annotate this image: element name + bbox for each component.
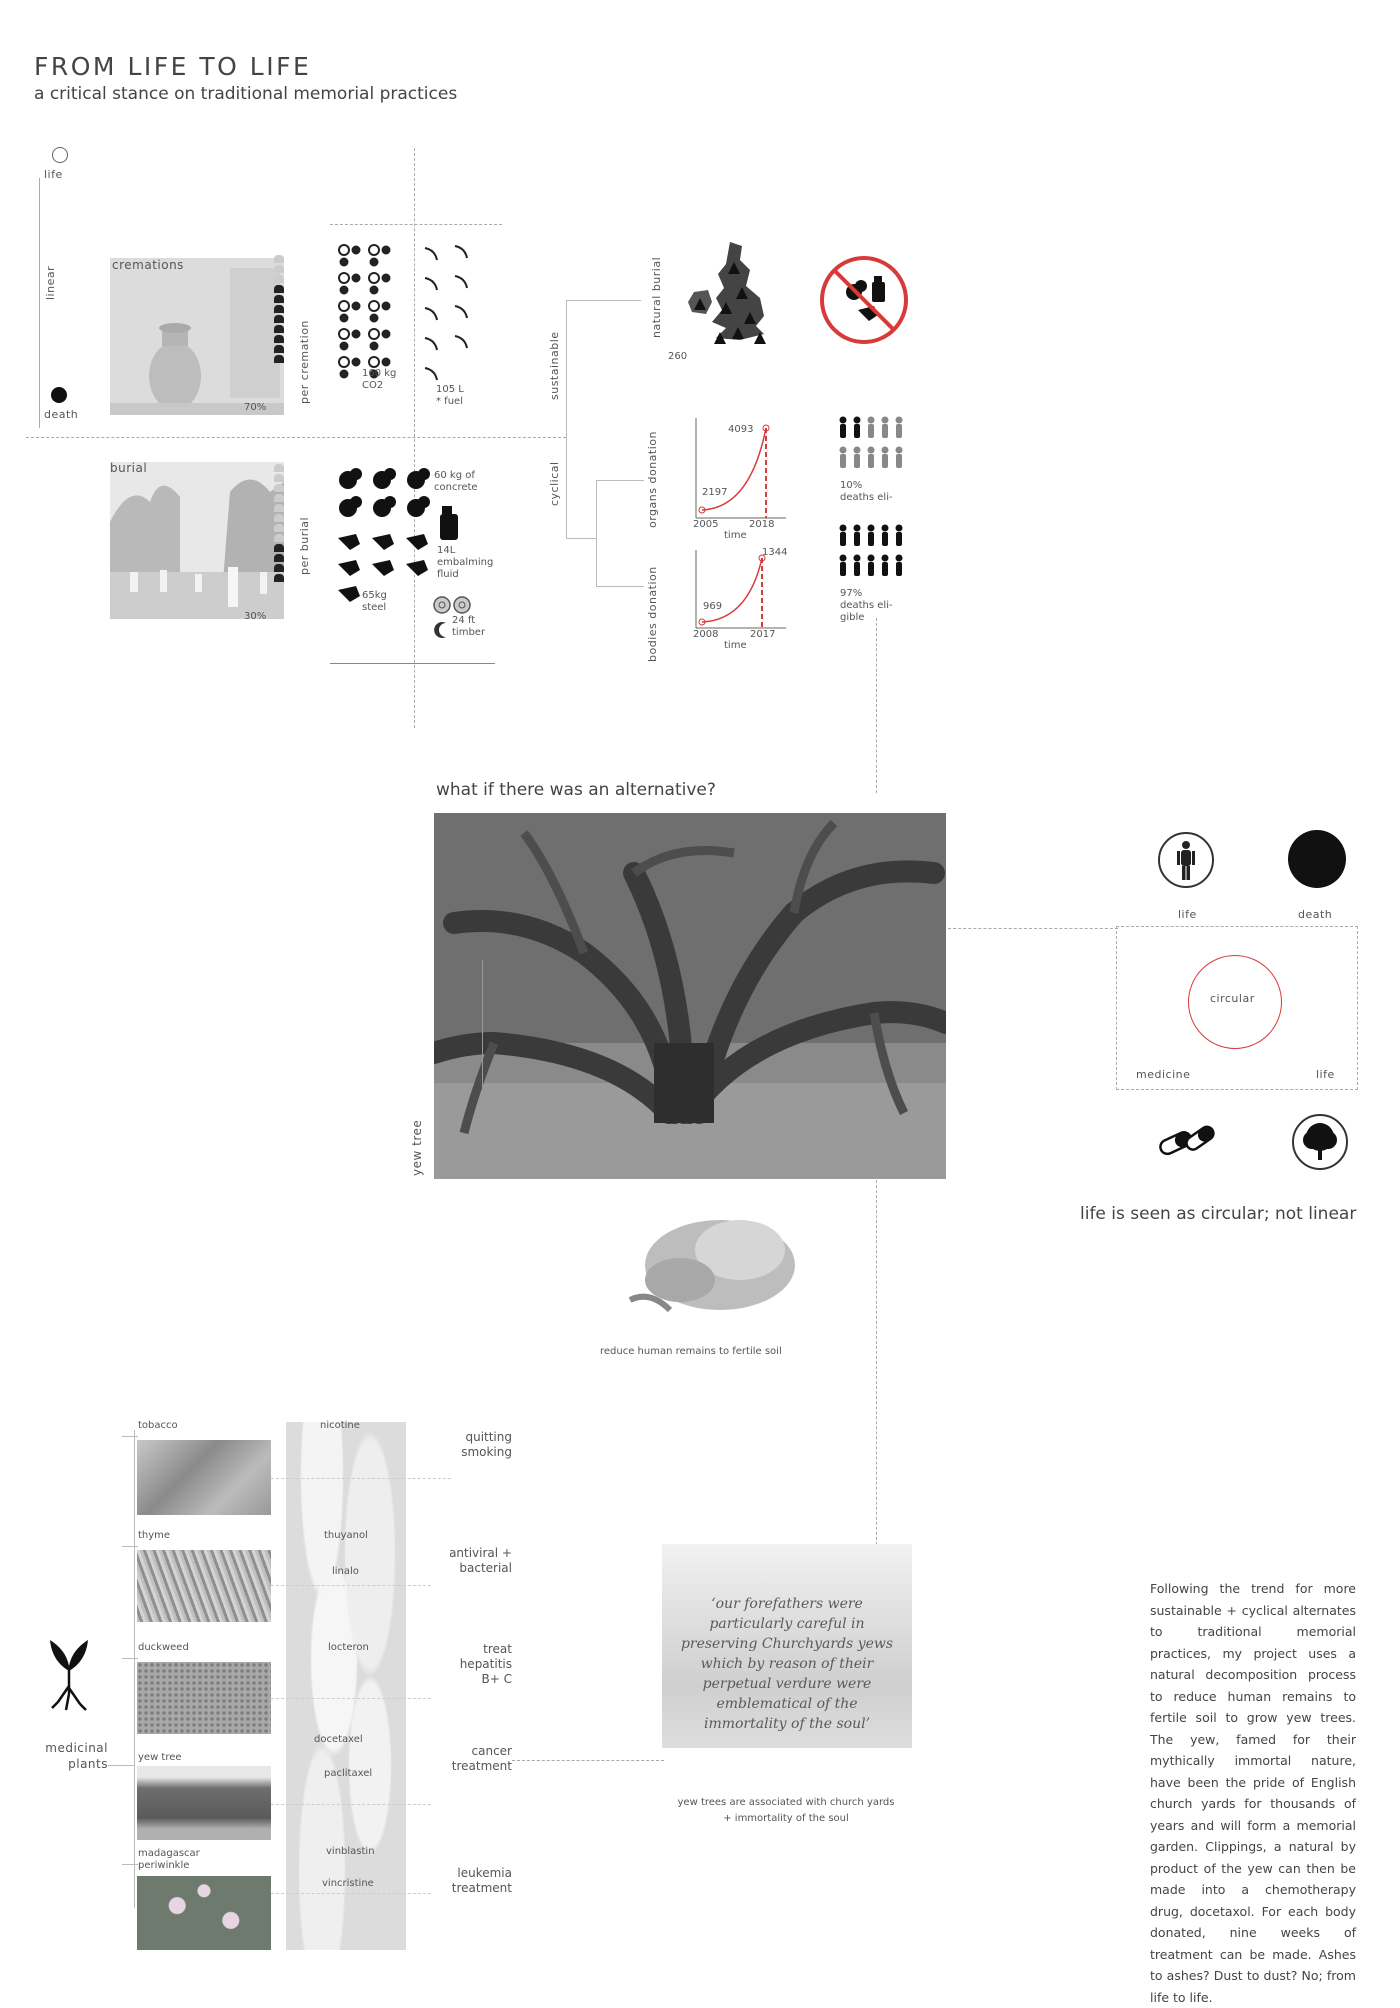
plant-name-3: yew tree xyxy=(138,1752,182,1763)
alternative-question: what if there was an alternative? xyxy=(436,780,716,800)
compound-1b: linalo xyxy=(332,1566,359,1577)
compound-4b: vincristine xyxy=(322,1878,374,1889)
human-figure-icon xyxy=(1156,830,1216,890)
quote-caption: yew trees are associated with church yards + immortality of the soul xyxy=(677,1797,895,1824)
organs-x-label: time xyxy=(724,530,747,541)
timber-amount: 24 ft timber xyxy=(452,615,486,638)
concrete-amount: 60 kg of concrete xyxy=(434,470,478,493)
use-3: cancer treatment xyxy=(451,1744,512,1773)
project-description: Following the trend for more sustainable + cyclical alternates to traditional memorial practices, my project uses a natural decomposition process to reduce human remains to fertile soil to grow yew trees. The yew, famed for their mythically immortal nature, have been the pride of English church yards for thousands of years and will form a memorial garden. Clippings, a natural by product of the yew can then be made into a chemotherapy drug, docetaxol. For each body donated, nine weeks of treatment can be made. Ashes to ashes? Dust to dust? No; from life to life. xyxy=(1150,1581,1356,2005)
burial-percent: 30% xyxy=(244,611,267,622)
bodies-x-label: time xyxy=(724,640,747,651)
duckweed-photo xyxy=(137,1662,271,1734)
plant-name-1: thyme xyxy=(138,1530,171,1541)
yew-tree-label: yew tree xyxy=(410,1119,424,1176)
death-circle-icon xyxy=(51,387,67,403)
tobacco-photo xyxy=(137,1440,271,1515)
organs-eligibility-stat: 10% deaths eli- xyxy=(840,480,893,503)
use-4: leukemia treatment xyxy=(451,1866,512,1895)
per-burial-label: per burial xyxy=(298,516,311,575)
steel-amount: 65kg steel xyxy=(362,590,387,613)
organs-x-start: 2005 xyxy=(693,519,719,530)
organs-x-end: 2018 xyxy=(749,519,775,530)
soil-caption: reduce human remains to fertile soil xyxy=(600,1346,782,1357)
pills-icon xyxy=(1156,1120,1220,1164)
co2-icon-grid xyxy=(330,238,480,398)
page-subtitle: a critical stance on traditional memorial practices xyxy=(34,84,458,104)
natural-burial-count: 260 xyxy=(668,351,688,362)
compound-3b: paclitaxel xyxy=(324,1768,373,1779)
circular-medicine-label: medicine xyxy=(1136,1068,1191,1081)
compound-4: vinblastin xyxy=(326,1846,375,1857)
periwinkle-photo xyxy=(137,1876,271,1950)
linear-label: linear xyxy=(44,265,57,300)
circular-life-top-label: life xyxy=(1178,908,1197,921)
burial-photo xyxy=(110,462,284,619)
cyclical-label: cyclical xyxy=(548,461,561,506)
circular-death-label: death xyxy=(1298,908,1333,921)
linear-death-label: death xyxy=(44,408,79,421)
burial-figure-column xyxy=(274,464,284,584)
natural-burial-label: natural burial xyxy=(650,256,663,338)
life-circle-icon xyxy=(52,147,68,163)
no-traditional-burial-icon xyxy=(816,252,912,348)
yew-tree-photo xyxy=(434,813,946,1179)
sustainable-label: sustainable xyxy=(548,331,561,400)
bodies-eligibility-people-icon xyxy=(838,524,908,584)
circular-center-label: circular xyxy=(1210,992,1255,1005)
yew-tree-small-photo xyxy=(137,1766,271,1840)
bodies-y-end: 1344 xyxy=(762,547,788,558)
use-0: quitting smoking xyxy=(461,1430,512,1459)
sprout-roots-icon xyxy=(44,1636,94,1716)
circular-caption: life is seen as circular; not linear xyxy=(1080,1204,1357,1224)
linear-life-label: life xyxy=(44,168,63,181)
circular-life-bottom-label: life xyxy=(1316,1068,1335,1081)
per-cremation-label: per cremation xyxy=(298,320,311,404)
tree-circle-icon xyxy=(1290,1112,1350,1172)
bodies-x-start: 2008 xyxy=(693,629,719,640)
churchyard-photo xyxy=(662,1544,912,1748)
compound-3: docetaxel xyxy=(314,1734,363,1745)
medicinal-plants-label: medicinal plants xyxy=(45,1741,108,1771)
page-title: FROM LIFE TO LIFE xyxy=(34,52,312,81)
curled-body-image xyxy=(610,1200,810,1330)
thyme-photo xyxy=(137,1550,271,1622)
cremation-photo xyxy=(110,258,284,415)
organs-donation-label: organs donation xyxy=(646,431,659,528)
organs-y-end: 4093 xyxy=(728,424,754,435)
compound-0: nicotine xyxy=(320,1420,360,1431)
uk-map-icon xyxy=(680,232,790,362)
co2-amount: 160 kg CO2 xyxy=(362,368,397,391)
organs-eligibility-people-icon xyxy=(838,416,908,476)
use-2: treat hepatitis B+ C xyxy=(459,1642,512,1686)
quote-text: ‘our forefathers were particularly careful in preserving Churchyards yews which by reason of their perpetual verdure were emblematical of the immortality of the soul’ xyxy=(680,1596,894,1732)
plant-name-4: madagascar periwinkle xyxy=(138,1848,200,1871)
use-1: antiviral + bacterial xyxy=(449,1546,512,1575)
bodies-eligibility-stat: 97% deaths eli- gible xyxy=(840,588,893,623)
cremation-figure-column xyxy=(274,255,284,365)
burial-label: burial xyxy=(110,461,148,475)
plant-name-2: duckweed xyxy=(138,1642,189,1653)
bodies-y-start: 969 xyxy=(703,601,723,612)
plant-name-0: tobacco xyxy=(138,1420,178,1431)
bodies-x-end: 2017 xyxy=(750,629,776,640)
cremation-label: cremations xyxy=(112,258,184,272)
organs-y-start: 2197 xyxy=(702,487,728,498)
death-filled-circle xyxy=(1288,830,1346,888)
fuel-amount: 105 L * fuel xyxy=(436,384,464,407)
compound-1: thuyanol xyxy=(324,1530,368,1541)
cremation-percent: 70% xyxy=(244,402,267,413)
embalming-amount: 14L embalming fluid xyxy=(437,545,494,580)
bodies-donation-label: bodies donation xyxy=(646,566,659,662)
compound-2: locteron xyxy=(328,1642,369,1653)
pills-background xyxy=(286,1422,406,1950)
